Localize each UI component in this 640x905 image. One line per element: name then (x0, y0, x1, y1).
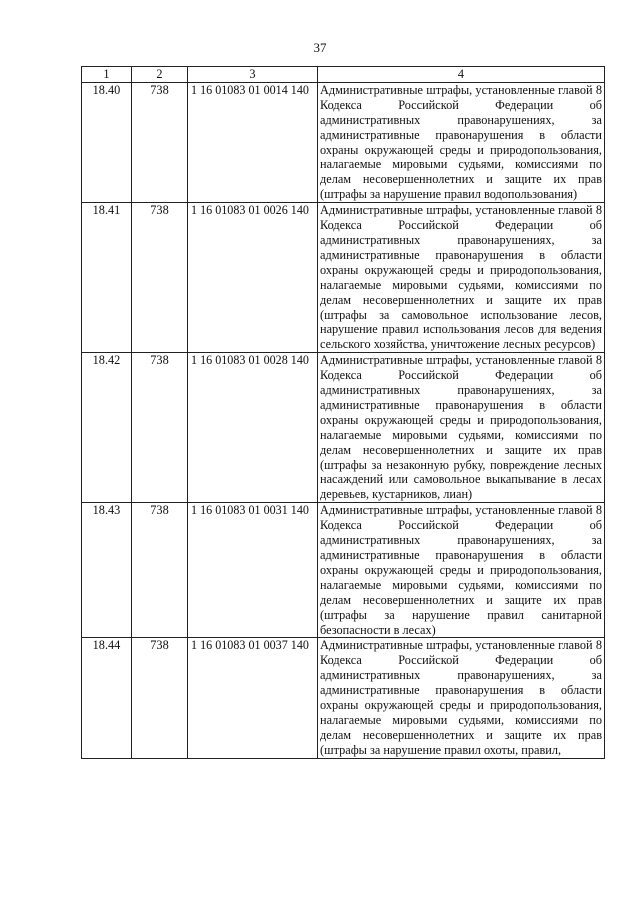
income-description: Административные штрафы, установленные главой 8 Кодекса Российской Федерации об административных правонарушениях, за административные правонарушения в области охраны окружающей среды и природопользования, налагаемые мировыми судьями, комиссиями по делам несовершеннолетних и защите их прав (штрафы за незаконную рубку, повреждение лесных насаждений или самовольное выкапывание в лесах деревьев, кустарников, лиан) (318, 353, 605, 503)
header-col-1: 1 (82, 67, 132, 83)
budget-classification-code: 1 16 01083 01 0031 140 (188, 503, 318, 638)
budget-classification-code: 1 16 01083 01 0014 140 (188, 82, 318, 202)
table-row (82, 203, 605, 353)
header-col-2: 2 (132, 67, 188, 83)
row-number: 18.42 (82, 353, 132, 503)
table-row (82, 503, 605, 638)
table-header-row (82, 67, 605, 83)
table-row (82, 82, 605, 202)
admin-code: 738 (132, 353, 188, 503)
admin-code: 738 (132, 503, 188, 638)
budget-classification-code: 1 16 01083 01 0028 140 (188, 353, 318, 503)
income-description: Административные штрафы, установленные главой 8 Кодекса Российской Федерации об административных правонарушениях, за административные правонарушения в области охраны окружающей среды и природопользования, налагаемые мировыми судьями, комиссиями по делам несовершеннолетних и защите их прав (штрафы за самовольное использование лесов, нарушение правил использования лесов для ведения сельского хозяйства, уничтожение лесных ресурсов) (318, 203, 605, 353)
admin-code: 738 (132, 203, 188, 353)
row-number: 18.43 (82, 503, 132, 638)
table-row (82, 638, 605, 758)
row-number: 18.41 (82, 203, 132, 353)
row-number: 18.44 (82, 638, 132, 758)
row-number: 18.40 (82, 82, 132, 202)
admin-code: 738 (132, 638, 188, 758)
income-description: Административные штрафы, установленные главой 8 Кодекса Российской Федерации об административных правонарушениях, за административные правонарушения в области охраны окружающей среды и природопользования, налагаемые мировыми судьями, комиссиями по делам несовершеннолетних и защите их прав (штрафы за нарушение правил охоты, правил, (318, 638, 605, 758)
table-row (82, 353, 605, 503)
header-col-3: 3 (188, 67, 318, 83)
budget-classification-code: 1 16 01083 01 0026 140 (188, 203, 318, 353)
admin-code: 738 (132, 82, 188, 202)
budget-codes-table (81, 66, 605, 759)
budget-classification-code: 1 16 01083 01 0037 140 (188, 638, 318, 758)
page-number: 37 (313, 40, 327, 55)
income-description: Административные штрафы, установленные главой 8 Кодекса Российской Федерации об административных правонарушениях, за административные правонарушения в области охраны окружающей среды и природопользования, налагаемые мировыми судьями, комиссиями по делам несовершеннолетних и защите их прав (штрафы за нарушение правил водопользования) (318, 82, 605, 202)
header-col-4: 4 (318, 67, 605, 83)
income-description: Административные штрафы, установленные главой 8 Кодекса Российской Федерации об административных правонарушениях, за административные правонарушения в области охраны окружающей среды и природопользования, налагаемые мировыми судьями, комиссиями по делам несовершеннолетних и защите их прав (штрафы за нарушение правил санитарной безопасности в лесах) (318, 503, 605, 638)
